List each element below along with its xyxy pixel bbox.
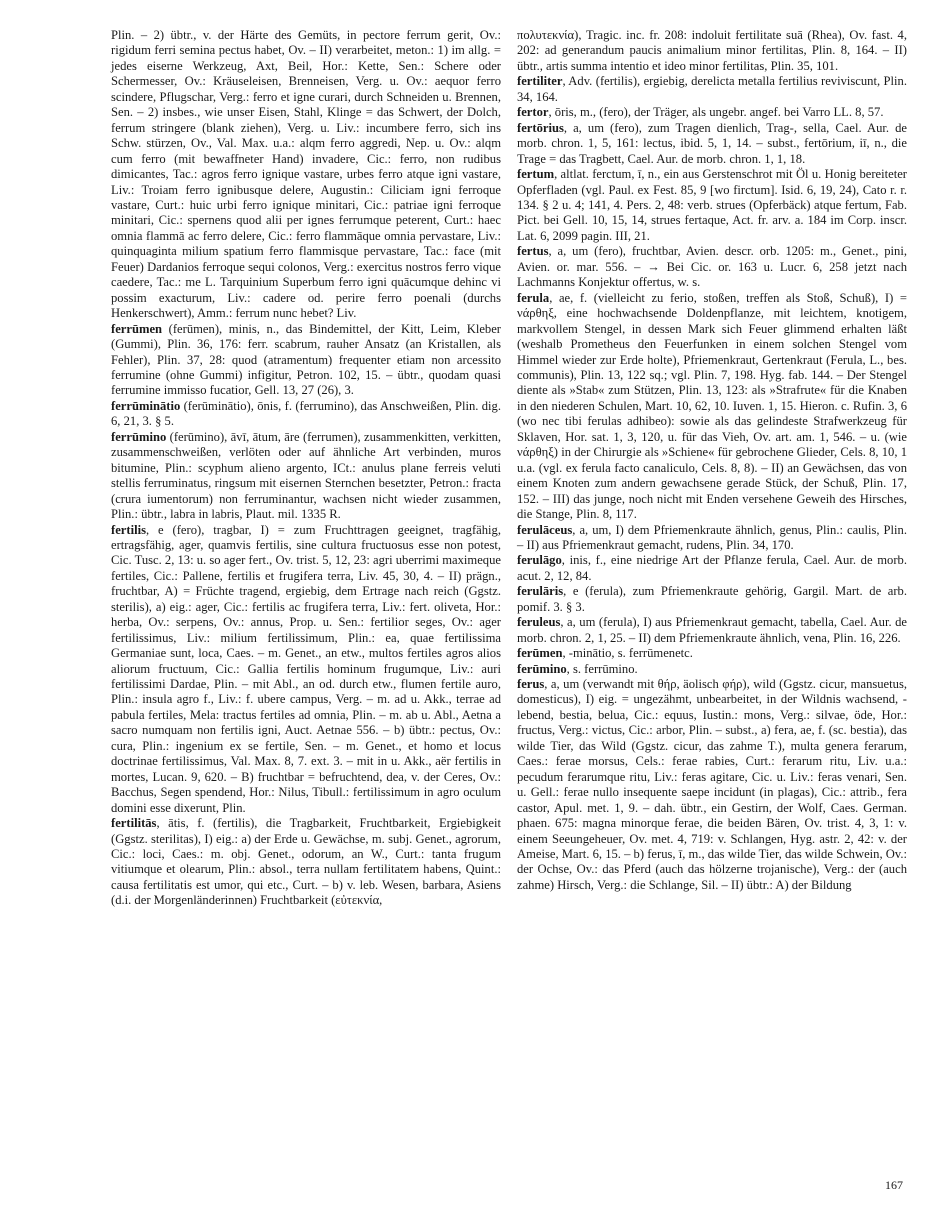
dictionary-entry <box>517 105 907 120</box>
dictionary-entry <box>111 816 501 909</box>
dictionary-entry <box>517 615 907 646</box>
entry-text: (ferūmino), āvī, ātum, āre (ferrumen), zusammenkitten, verkitten, zusammenschweißen, verlöten oder auf ähnliche Art verbinden, muros bitumine, Plin.: scyphum alieno argento, ICt.: anulus plane ferreis veluti stellis ferruminatus, ringsum mit eisernen Sternchen besetzter, Petron.: fracta (crura iumentorum) non ferruminantur, wachsen nicht wieder zusammen, Plin.: übtr., labra in labris, Plaut. mil. 1335 R. <box>111 429 501 522</box>
dictionary-entry <box>517 28 907 74</box>
entry-text: Plin. – 2) übtr., v. der Härte des Gemüts, in pectore ferrum gerit, Ov.: rigidum ferri semina pectus habet, Ov. – II) verarbeitet, meton.: 1) im allg. = jedes eiserne Werkzeug, Axt, Beil, Hor.: Kette, Sen.: Schere oder Schermesser, Ov.: Kräuseleisen, Brenneisen, Verg. u. Ov.: aequor ferro scindere, Pflugschar, Verg.: ferro et igne curari, durch Schneiden u. Brennen, Sen. – 2) insbes., wie unser Eisen, Stahl, Klinge = das Schwert, der Dolch, ferrum stringere (blank ziehen), Verg. u. Liv.: incumbere ferro, sich ins Schw. stürzen, Ov., Val. Max. u.a.: alqm ferro aggredi, Nep. u. Ov.: alqm cum ferro (mit bewaffneter Hand) invadere, Cic.: ferro, non rudibus dimicantes, Tac.: agros ferro ignique vastare, urbes ferro atque igni vastare, Liv.: Troiam ferro ignibusque delere, Augustin.: Ciliciam igni ferroque vastare, Curt.: huic urbi ferro ignique minitari, Cic.: patriae igni ferroque minitari, Cic.: spernens quod alii per ignes ferrumque peterent, Curt.: haec omnia flammā ac ferro delere, Cic.: ferro flammāque omnia pervastare, Liv.: quinquaginta milium spatium ferro flammisque pervastare, Tac.: face (mit Feuer) Dardanios ferroque sequi colonos, Verg.: exercitus nostros ferro vique caedere, Tac.: me L. Tarquinium Superbum ferro igni quācumque dehinc vi possim exacturum, Liv.: cadere od. perire ferro poenali (durchs Henkerschwert), Amm.: ferrum nunc hebet? Liv. <box>111 28 501 321</box>
entry-text: , ōris, m., (fero), der Träger, als ungebr. angef. bei Varro LL. 8, 57. <box>548 105 884 120</box>
entry-text: , a, um (ferula), I) aus Pfriemenkraut gemacht, tabella, Cael. Aur. de morb. chron. 2, 1, 25. – II) dem Pfriemenkraute ähnlich, vena, Plin. 16, 226. <box>517 615 907 645</box>
entry-text: , altlat. ferctum, ī, n., ein aus Gerstenschrot mit Öl u. Honig bereiteter Opferfladen (vgl. Paul. ex Fest. 85, 9 [wo firctum]. Isid. 6, 19, 24), Cato r. r. 134. § 2 u. 4; 141, 4. Pers. 2, 48: verb. strues (Opferbäck) atque fertum, Fab. Pict. bei Gell. 10, 15, 14, strues fertaque, Act. fr. arv. a. 184 im Corp. inscr. Lat. 6, 2099 pagin. III, 21. <box>517 167 907 243</box>
dictionary-entry <box>517 74 907 105</box>
left-column <box>111 28 501 909</box>
entry-text: , s. ferrūmino. <box>566 661 638 676</box>
headword: fertiliter <box>517 74 563 89</box>
headword: fertilitās <box>111 816 157 831</box>
dictionary-entry <box>111 28 501 322</box>
entry-text: , e (fero), tragbar, I) = zum Fruchttragen geeignet, tragfähig, ertragsfähig, ager, quamvis fertilis, sine cultura fructuosus esse non potest, Cic. Tusc. 2, 13: u. so ager fert., Ov. trist. 5, 12, 23: agri uberrimi maximeque fertiles, Cic.: Pallene, fertilis et frugifera terra, Liv. 45, 30, 4. – II) prägn., fruchtbar, A) = Früchte tragend, ergiebig, dem Ertrage nach reich (Ggstz. sterilis), a) eig.: ager, Cic.: fertilis ac frugifera terra, Liv.: fert. oliveta, Hor.: herba, Ov.: serpens, Ov.: annus, Prop. u. Sen.: fertilior seges, Ov.: ager fertilissimus, Liv.: milium fertilissimum, Plin.: ea, quae fertilissima Germaniae sunt, loca, Caes. – m. Genet., an etw., multos fertiles agros alios aliorum fructuum, Cic.: Gallia fertilis hominum frugumque, Liv.: auri fertilissimi Dardae, Plin. – mit Abl., an od. durch etw., flumen fertile auro, Plin.: insula agro f., Liv.: f. ubere campus, Verg. – m. ad u. Akk., terrae ad pabula fertiles, Mela: tractus fertiles ad omnia, Plin. – m. ab u. Abl., Aetna a sacro numquam non fertilis igni, Auct. Aetnae 556. – b) übtr.: pectus, Ov.: cura, Plin.: ingenium ex se fertile, Sen. – m. Genet., et homo et locus doctrinae fertilissimus, Val. Max. 8, 7. ext. 3. – mit in u. Akk., aër fertilis in mortes, Lucan. 9, 620. – B) fruchtbar = befruchtend, dea, v. der Ceres, Ov.: Bacchus, Segen spendend, Hor.: Nilus, Tibull.: fertilissimum in agro oculum domini esse dixerunt, Plin. <box>111 522 501 815</box>
headword: feruleus <box>517 615 561 630</box>
entry-text: , a, um (verwandt mit θήρ, äolisch φήρ), wild (Ggstz. cicur, mansuetus, domesticus), I) eig. = ungezähmt, unbearbeitet, in der Wildnis wachsend, -lebend, bestia, belua, Cic.: equus, Iustin.: mons, Verg.: silvae, öde, Hor.: fructus, Verg.: victus, Cic.: arbor, Plin. – subst., a) fera, ae, f. (sc. bestia), das wilde Tier, das Wild (Ggstz. cicur, das zahme T.), multa genera ferarum, Caes.: ferae morsus, Cels.: ferae rabies, Curt.: ferarum ritu, Liv. u.a.: pecudum ferarumque ritu, Liv.: feras agitare, Cic. u. Liv.: feras venari, Sen. u. Gell.: ferae nullo insequente saepe incidunt (in plagas), Cic.: attrib., fera castor, Apul. met. 1, 9. – dah. übtr., ein Gestirn, der Wolf, Caes. German. phaen. 675: magna minorque ferae, die beiden Bären, Ov. trist. 4, 3, 1: v. einem Seeungeheuer, Ov. met. 4, 719: v. Schlangen, Hyg. astr. 2, 42: v. der Ameise, Mart. 6, 15. – b) ferus, ī, m., das wilde Tier, das wilde Schwein, Ov.: der Ochse, Ov.: das Pferd (auch das hölzerne trojanische), Verg.: der (auch zahme) Hirsch, Verg.: die Schlange, Sil. – II) übtr.: A) der Bildung <box>517 677 907 892</box>
dictionary-entry <box>517 677 907 893</box>
page-number: 167 <box>885 1178 903 1192</box>
entry-text: , ātis, f. (fertilis), die Tragbarkeit, Fruchtbarkeit, Ergiebigkeit (Ggstz. sterilitas), I) eig.: a) der Erde u. Gewächse, m. subj. Genet., agrorum, Cic.: loci, Caes.: m. obj. Genet., odorum, an W., Curt.: tanta frugum vitiumque et olearum, Plin.: absol., terra nullam fertilitatem habens, Quint.: causa fertilitatis est umor, qui etc., Curt. – b) v. leb. Wesen, barbara, Asiens (d.i. der Morgenländerinnen) Fruchtbarkeit (εὐτεκνία, <box>111 816 501 908</box>
headword: fertōrius <box>517 120 564 135</box>
dictionary-entry <box>517 553 907 584</box>
dictionary-entry <box>517 244 907 290</box>
headword: ferūmino <box>517 661 567 676</box>
headword: ferrūmen <box>111 321 163 336</box>
headword: ferulāris <box>517 584 564 599</box>
headword: fertum <box>517 167 555 182</box>
headword: ferrūmino <box>111 429 167 444</box>
dictionary-entry <box>517 121 907 167</box>
entry-text: , ae, f. (vielleicht zu ferio, stoßen, treffen als Stoß, Schuß), I) = νάρθηξ, eine hochwachsende Doldenpflanze, mit leichtem, knotigem, markvollem Stengel, in dessen Mark sich Feuer glimmend erhalten läßt (weshalb Prometheus den Feuerfunken in einem solchen Stengel vom Himmel wieder zur Erde holte), Pfriemenkraut, Gertenkraut (Ferula, L., bes. communis), Plin. 13, 122 sq.; vgl. Plin. 7, 198. Hyg. fab. 144. – Der Stengel diente als »Stab« zum Stützen, Plin. 13, 123: als »Strafrute« für die Knaben in den niederen Schulen, Mart. 10, 62, 10. Iuven. 1, 15. Hieron. c. Rufin. 3, 6 (wo nec tibi ferulas adhibeo): sowie als das gelindeste Strafwerkzeug für Sklaven, Hor. sat. 1, 3, 120, u. für das Vieh, Ov. art. am. 1, 546. – u. (wie νάρθηξ) in der Chirurgie als »Schiene« für gebrochene Glieder, Cels. 8, 10, 1 u.a. (vgl. ex ferula facto canaliculo, Cels. 8, 8). – II) an Gewächsen, das von einem Knoten zum andern gewachsene gerade Stück, der Schuß, Plin. 17, 152. – III) das junge, noch nicht mit Enden versehene Geweih des Hirsches, die Stange, Plin. 8, 117. <box>517 290 907 522</box>
dictionary-entry <box>111 523 501 817</box>
headword: ferulāgo <box>517 553 562 568</box>
right-column <box>517 28 907 893</box>
entry-text: , a, um (fero), fruchtbar, Avien. descr. orb. 1205: m., Genet., pini, Avien. or. mar. 556. – → Bei Cic. or. 163 u. Lucr. 6, 258 jetzt nach Lachmanns Konjektur offertus, w. s. <box>517 244 907 290</box>
entry-text: , inis, f., eine niedrige Art der Pflanze ferula, Cael. Aur. de morb. acut. 2, 12, 84. <box>517 553 907 583</box>
headword: ferrūminātio <box>111 398 181 413</box>
dictionary-entry <box>517 646 907 661</box>
headword: ferula <box>517 290 550 305</box>
entry-text: (ferūminātio), ōnis, f. (ferrumino), das Anschweißen, Plin. dig. 6, 21, 3. § 5. <box>111 398 501 429</box>
dictionary-entry <box>111 322 501 399</box>
dictionary-entry <box>111 430 501 523</box>
entry-text: , e (ferula), zum Pfriemenkraute gehörig, Gargil. Mart. de arb. pomif. 3. § 3. <box>517 584 907 614</box>
dictionary-entry <box>517 523 907 554</box>
entry-text: πολυτεκνία), Tragic. inc. fr. 208: indoluit fertilitate suā (Rhea), Ov. fast. 4, 202: ad generandum paucis animalium minor fertilitas, Plin. 8, 164. – II) übtr., artis summa intentio et ideo minor fertilitas, Plin. 35, 101. <box>517 28 907 73</box>
entry-text: , a, um (fero), zum Tragen dienlich, Trag-, sella, Cael. Aur. de morb. chron. 1, 5, 161: lectus, ibid. 5, 1, 14. – subst., fertōrium, iī, n., die Trage = das Tragbett, Cael. Aur. de morb. chron. 1, 1, 18. <box>517 120 907 166</box>
headword: ferus <box>517 677 545 692</box>
dictionary-entry <box>517 584 907 615</box>
dictionary-entry <box>517 662 907 677</box>
headword: fertor <box>517 105 549 120</box>
entry-text: (ferūmen), minis, n., das Bindemittel, der Kitt, Leim, Kleber (Gummi), Plin. 36, 176: ferr. scabrum, rauher Ansatz (an Kristallen, als Fehler), Plin. 37, 28: quod (atramentum) frequenter etiam non arcessito ferrumine (ohne Gummi) infigitur, Petron. 102, 15. – übtr., quodam quasi ferrumine immisso fucatior, Gell. 13, 27 (26), 3. <box>111 321 501 398</box>
headword: ferulāceus <box>517 522 573 537</box>
entry-text: , Adv. (fertilis), ergiebig, derelicta metalla fertilius reviviscunt, Plin. 34, 164. <box>517 74 907 104</box>
dictionary-entry <box>111 399 501 430</box>
headword: ferūmen <box>517 646 563 661</box>
headword: fertilis <box>111 522 146 537</box>
dictionary-entry <box>517 167 907 244</box>
headword: fertus <box>517 244 549 259</box>
entry-text: , -minātio, s. ferrūmenetc. <box>562 646 693 661</box>
dictionary-entry <box>517 291 907 523</box>
entry-text: , a, um, I) dem Pfriemenkraute ähnlich, genus, Plin.: caulis, Plin. – II) aus Pfriemenkraut gemacht, rudens, Plin. 34, 170. <box>517 522 907 552</box>
